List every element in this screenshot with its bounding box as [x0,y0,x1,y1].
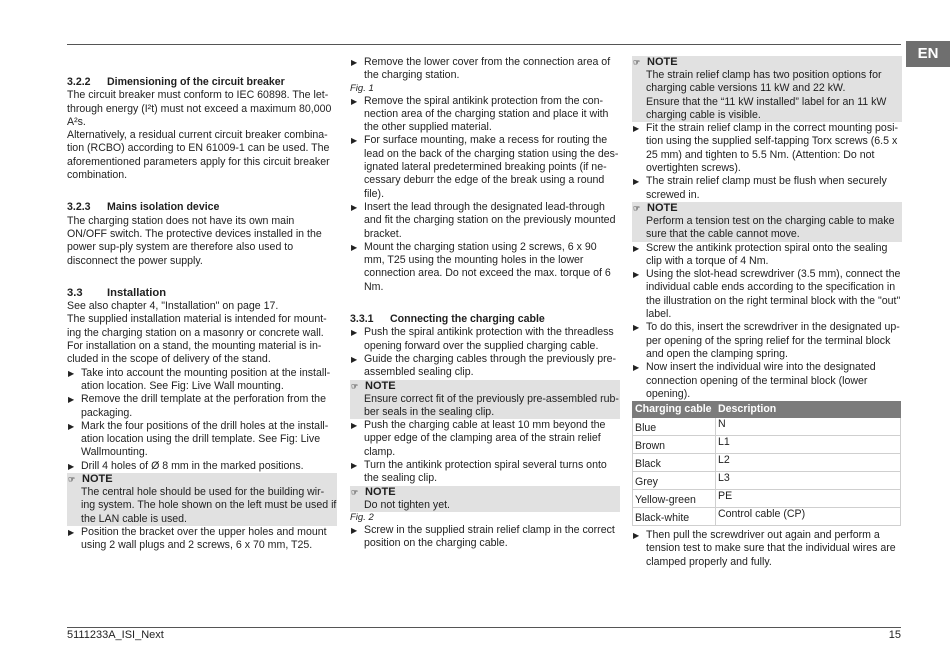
table-row: Black L2 [633,454,901,472]
table-header: Description [716,402,901,418]
note-box: ☞ NOTE Perform a tension test on the charging cable to make sure that the cable cannot move. [632,202,902,242]
heading-3-3: 3.3 Installation [67,286,167,299]
paragraph: See also chapter 4, "Installation" on page 17. [67,300,279,313]
column-2 [350,56,620,551]
note-box: ☞ NOTE The strain relief clamp has two position options for charging cable versions 11 kW and 22 kW. Ensure that the “11 kW installed” label for an 11 kW charging cable is visible. [632,56,902,122]
list-item: ▶ Screw the antikink protection spiral onto the sealing clip with a torque of 4 Nm. [633,241,888,267]
note-box: ☞ NOTE Ensure correct fit of the previously pre-assembled rub-ber seals in the sealing clip. [351,379,619,418]
table-header: Charging cable [633,402,716,418]
list-item: ▶ Fit the strain relief clamp in the correct mounting posi-tion using the supplied self-tapping Torx screws (6.5 x 25 mm) and tighten to 5.5 Nm. (Attention: Do not overtighten screws). [633,122,898,175]
list-item: ▶ Position the bracket over the upper holes and mount using 2 wall plugs and 2 screws, 6 x 70 mm, T25. [68,525,327,552]
table-row: Brown L1 [633,436,901,454]
pointing-hand-icon: ☞ [351,487,359,497]
list-item: ▶ Remove the drill template at the perforation from the packaging. [68,393,326,419]
table-row: Grey L3 [633,472,901,490]
pointing-hand-icon: ☞ [633,58,641,67]
column-3 [632,56,902,569]
list-item: ▶ Using the slot-head screwdriver (3.5 mm), connect the individual cable ends according to the specification in the illustration on the right terminal block with the "out" label. [633,268,901,321]
doc-id: 5111233A_ISI_Next [67,629,164,641]
language-tab: EN [906,41,950,67]
list-item: ▶ Screw in the supplied strain relief clamp in the correct position on the charging cable. [351,523,615,550]
heading-3-3-1: 3.3.1 Connecting the charging cable [350,313,545,326]
list-item: ▶ Take into account the mounting position at the install-ation location. See Fig: Live Wall mounting. [68,366,331,392]
list-item: ▶ Remove the spiral antikink protection from the con-nection area of the charging station and place it with the other supplied material. [351,94,609,134]
list-item: ▶ For surface mounting, make a recess for routing the lead on the back of the charging station using the des-ignated lateral predetermined breaking points (if ne-cessary deburr the edge of the break using a round file). [351,134,619,200]
list-item: ▶ Push the charging cable at least 10 mm beyond the upper edge of the clamping area of the strain relief clamp. [351,419,606,458]
list-item: ▶ Turn the antikink protection spiral several turns onto the sealing clip. [351,459,607,485]
list-item: ▶ Then pull the screwdriver out again and perform a tension test to make sure that the individual wires are clamped properly and fully. [633,529,896,568]
table-row: Black-white Control cable (CP) [633,508,901,526]
figure-caption: Fig. 2 [350,511,374,523]
figure-caption: Fig. 1 [350,82,374,94]
pointing-hand-icon: ☞ [351,381,359,391]
footer-rule [67,627,901,628]
list-item: ▶ Push the spiral antikink protection with the threadless opening forward over the supplied charging cable. [351,326,614,352]
list-item: ▶ Mark the four positions of the drill holes at the install-ation location using the drill template. See Fig: Live Wallmounting. [68,419,329,459]
table-row: Blue N [633,418,901,436]
table-header-row [633,402,901,418]
paragraph: Alternatively, a residual current circuit breaker combina-tion (RCBO) according to EN 61009-1 can be used. The aforementioned parameters apply for this circuit breaker combination. [67,129,330,182]
pointing-hand-icon: ☞ [633,203,641,213]
list-item: ▶ Drill 4 holes of Ø 8 mm in the marked positions. [68,459,304,472]
list-item: ▶ To do this, insert the screwdriver in the designated up-per opening of the spring relief for the terminal block and open the clamping spring. [633,321,900,360]
note-box: ☞ NOTE Do not tighten yet. [350,486,620,512]
column-1 [67,56,337,553]
list-item: ▶ Insert the lead through the designated lead-through and fit the charging station on the previously mounted bracket. [351,200,616,240]
table-row: Yellow-green PE [633,490,901,508]
cable-table [632,401,901,526]
list-item: ▶ Guide the charging cables through the previously pre-assembled sealing clip. [351,352,617,379]
heading-3-2-3: 3.2.3 Mains isolation device [67,201,220,214]
heading-3-2-2: 3.2.2 Dimensioning of the circuit breaker [67,76,285,88]
list-item: ▶ Remove the lower cover from the connection area of the charging station. [351,56,611,82]
paragraph: The supplied installation material is intended for mount-ing the charging station on a masonry or concrete wall. For installation on a stand, the mounting material is in-cluded in the scope of delivery of the stand. [67,313,327,366]
header-rule [67,44,901,45]
paragraph: The charging station does not have its own main ON/OFF switch. The protective devices installed in the power sup-ply system are therefore also used to disconnect the power supply. [67,214,322,267]
pointing-hand-icon: ☞ [68,475,76,485]
list-item: ▶ Now insert the individual wire into the designated connection opening of the terminal block (lower opening). [633,361,876,400]
list-item: ▶ The strain relief clamp must be flush when securely screwed in. [633,175,887,201]
paragraph: The circuit breaker must conform to IEC 60898. The let-through energy (I²t) must not exceed a maximum 80,000 A²s. [67,89,332,128]
list-item: ▶ Mount the charging station using 2 screws, 6 x 90 mm, T25 using the mounting holes in the lower connection area. Do not exceed the max. torque of 6 Nm. [351,240,611,293]
page-number: 15 [888,629,901,641]
note-box: ☞ NOTE The central hole should be used for the building wir-ing system. The hole shown on the left must be used if the LAN cable is used. [68,473,337,525]
